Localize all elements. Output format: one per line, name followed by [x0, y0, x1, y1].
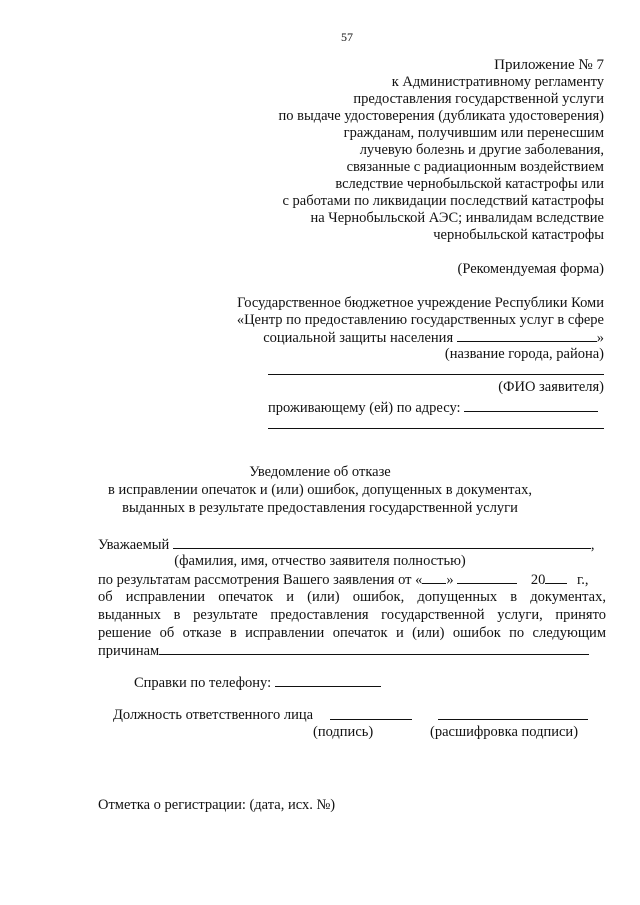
registration-label: Отметка о регистрации: (дата, исх. №)	[98, 797, 336, 813]
appendix-title: Приложение № 7	[494, 57, 604, 73]
city-blank-line	[457, 328, 597, 342]
notice-subtitle-1: в исправлении опечаток и (или) ошибок, допущенных в документах,	[108, 482, 532, 498]
body-line-1-quote: »	[446, 572, 454, 588]
appendix-line: по выдаче удостоверения (дубликата удостоверения)	[278, 108, 604, 124]
address-line	[268, 398, 598, 417]
signature-blank-line	[330, 719, 412, 720]
appendix-line: гражданам, получившим или перенесшим	[343, 125, 604, 141]
fio-blank-line	[268, 374, 604, 375]
month-blank-line	[457, 570, 517, 584]
appendix-line: связанные с радиационным воздействием	[346, 159, 604, 175]
phone-label: Справки по телефону:	[134, 675, 272, 691]
phone-line	[134, 673, 381, 692]
address-blank-line-2	[268, 428, 604, 429]
appendix-line: чернобыльской катастрофы	[433, 227, 604, 243]
year-blank-line	[545, 570, 567, 584]
signature-caption: (подпись)	[313, 724, 374, 740]
decryption-caption: (расшифровка подписи)	[430, 724, 579, 740]
appendix-line: предоставления государственной услуги	[353, 91, 604, 107]
day-blank-line	[422, 570, 446, 584]
reasons-label: причинам	[98, 643, 160, 659]
greeting-comma: ,	[590, 537, 595, 553]
address-label: проживающему (ей) по адресу:	[268, 400, 461, 416]
appendix-line: с работами по ликвидации последствий катастрофы	[282, 193, 604, 209]
phone-blank-line	[275, 673, 381, 687]
address-blank-line	[464, 398, 598, 412]
page-number: 57	[341, 30, 353, 44]
greeting-text: Уважаемый	[98, 537, 170, 553]
institution-line-2: «Центр по предоставлению государственных услуг в сфере	[236, 312, 604, 328]
notice-title: Уведомление об отказе	[249, 464, 391, 480]
year-suffix: г.,	[577, 572, 589, 588]
reasons-blank-line	[159, 641, 589, 655]
appendix-line: вследствие чернобыльской катастрофы или	[335, 176, 604, 192]
body-line-1-text: по результатам рассмотрения Вашего заявления от «	[98, 572, 423, 588]
name-caption: (фамилия, имя, отчество заявителя полностью)	[174, 553, 466, 569]
institution-line-3-quote: »	[596, 330, 604, 346]
body-line-3: выданных в результате предоставления государственной услуги, принято	[98, 607, 606, 623]
recommended-form-label: (Рекомендуемая форма)	[457, 261, 604, 277]
fio-caption: (ФИО заявителя)	[498, 379, 604, 395]
body-line-4: решение об отказе в исправлении опечаток и (или) ошибок по следующим	[98, 625, 606, 641]
city-caption: (название города, района)	[444, 346, 604, 362]
body-line-2: об исправлении опечаток и (или) ошибок, допущенных в документах,	[98, 589, 606, 605]
applicant-name-blank-line	[173, 535, 591, 549]
year-prefix: 20	[530, 572, 546, 588]
position-label: Должность ответственного лица	[113, 707, 314, 723]
institution-line-1: Государственное бюджетное учреждение Республики Коми	[237, 295, 604, 311]
body-line-5	[98, 641, 589, 660]
decryption-blank-line	[438, 719, 588, 720]
institution-line-3-text: социальной защиты населения	[263, 330, 454, 346]
appendix-line: лучевую болезнь и другие заболевания,	[359, 142, 604, 158]
body-line-1	[98, 570, 589, 589]
appendix-line: к Административному регламенту	[391, 74, 604, 90]
notice-subtitle-2: выданных в результате предоставления государственной услуги	[122, 500, 518, 516]
appendix-line: на Чернобыльской АЭС; инвалидам вследствие	[310, 210, 604, 226]
